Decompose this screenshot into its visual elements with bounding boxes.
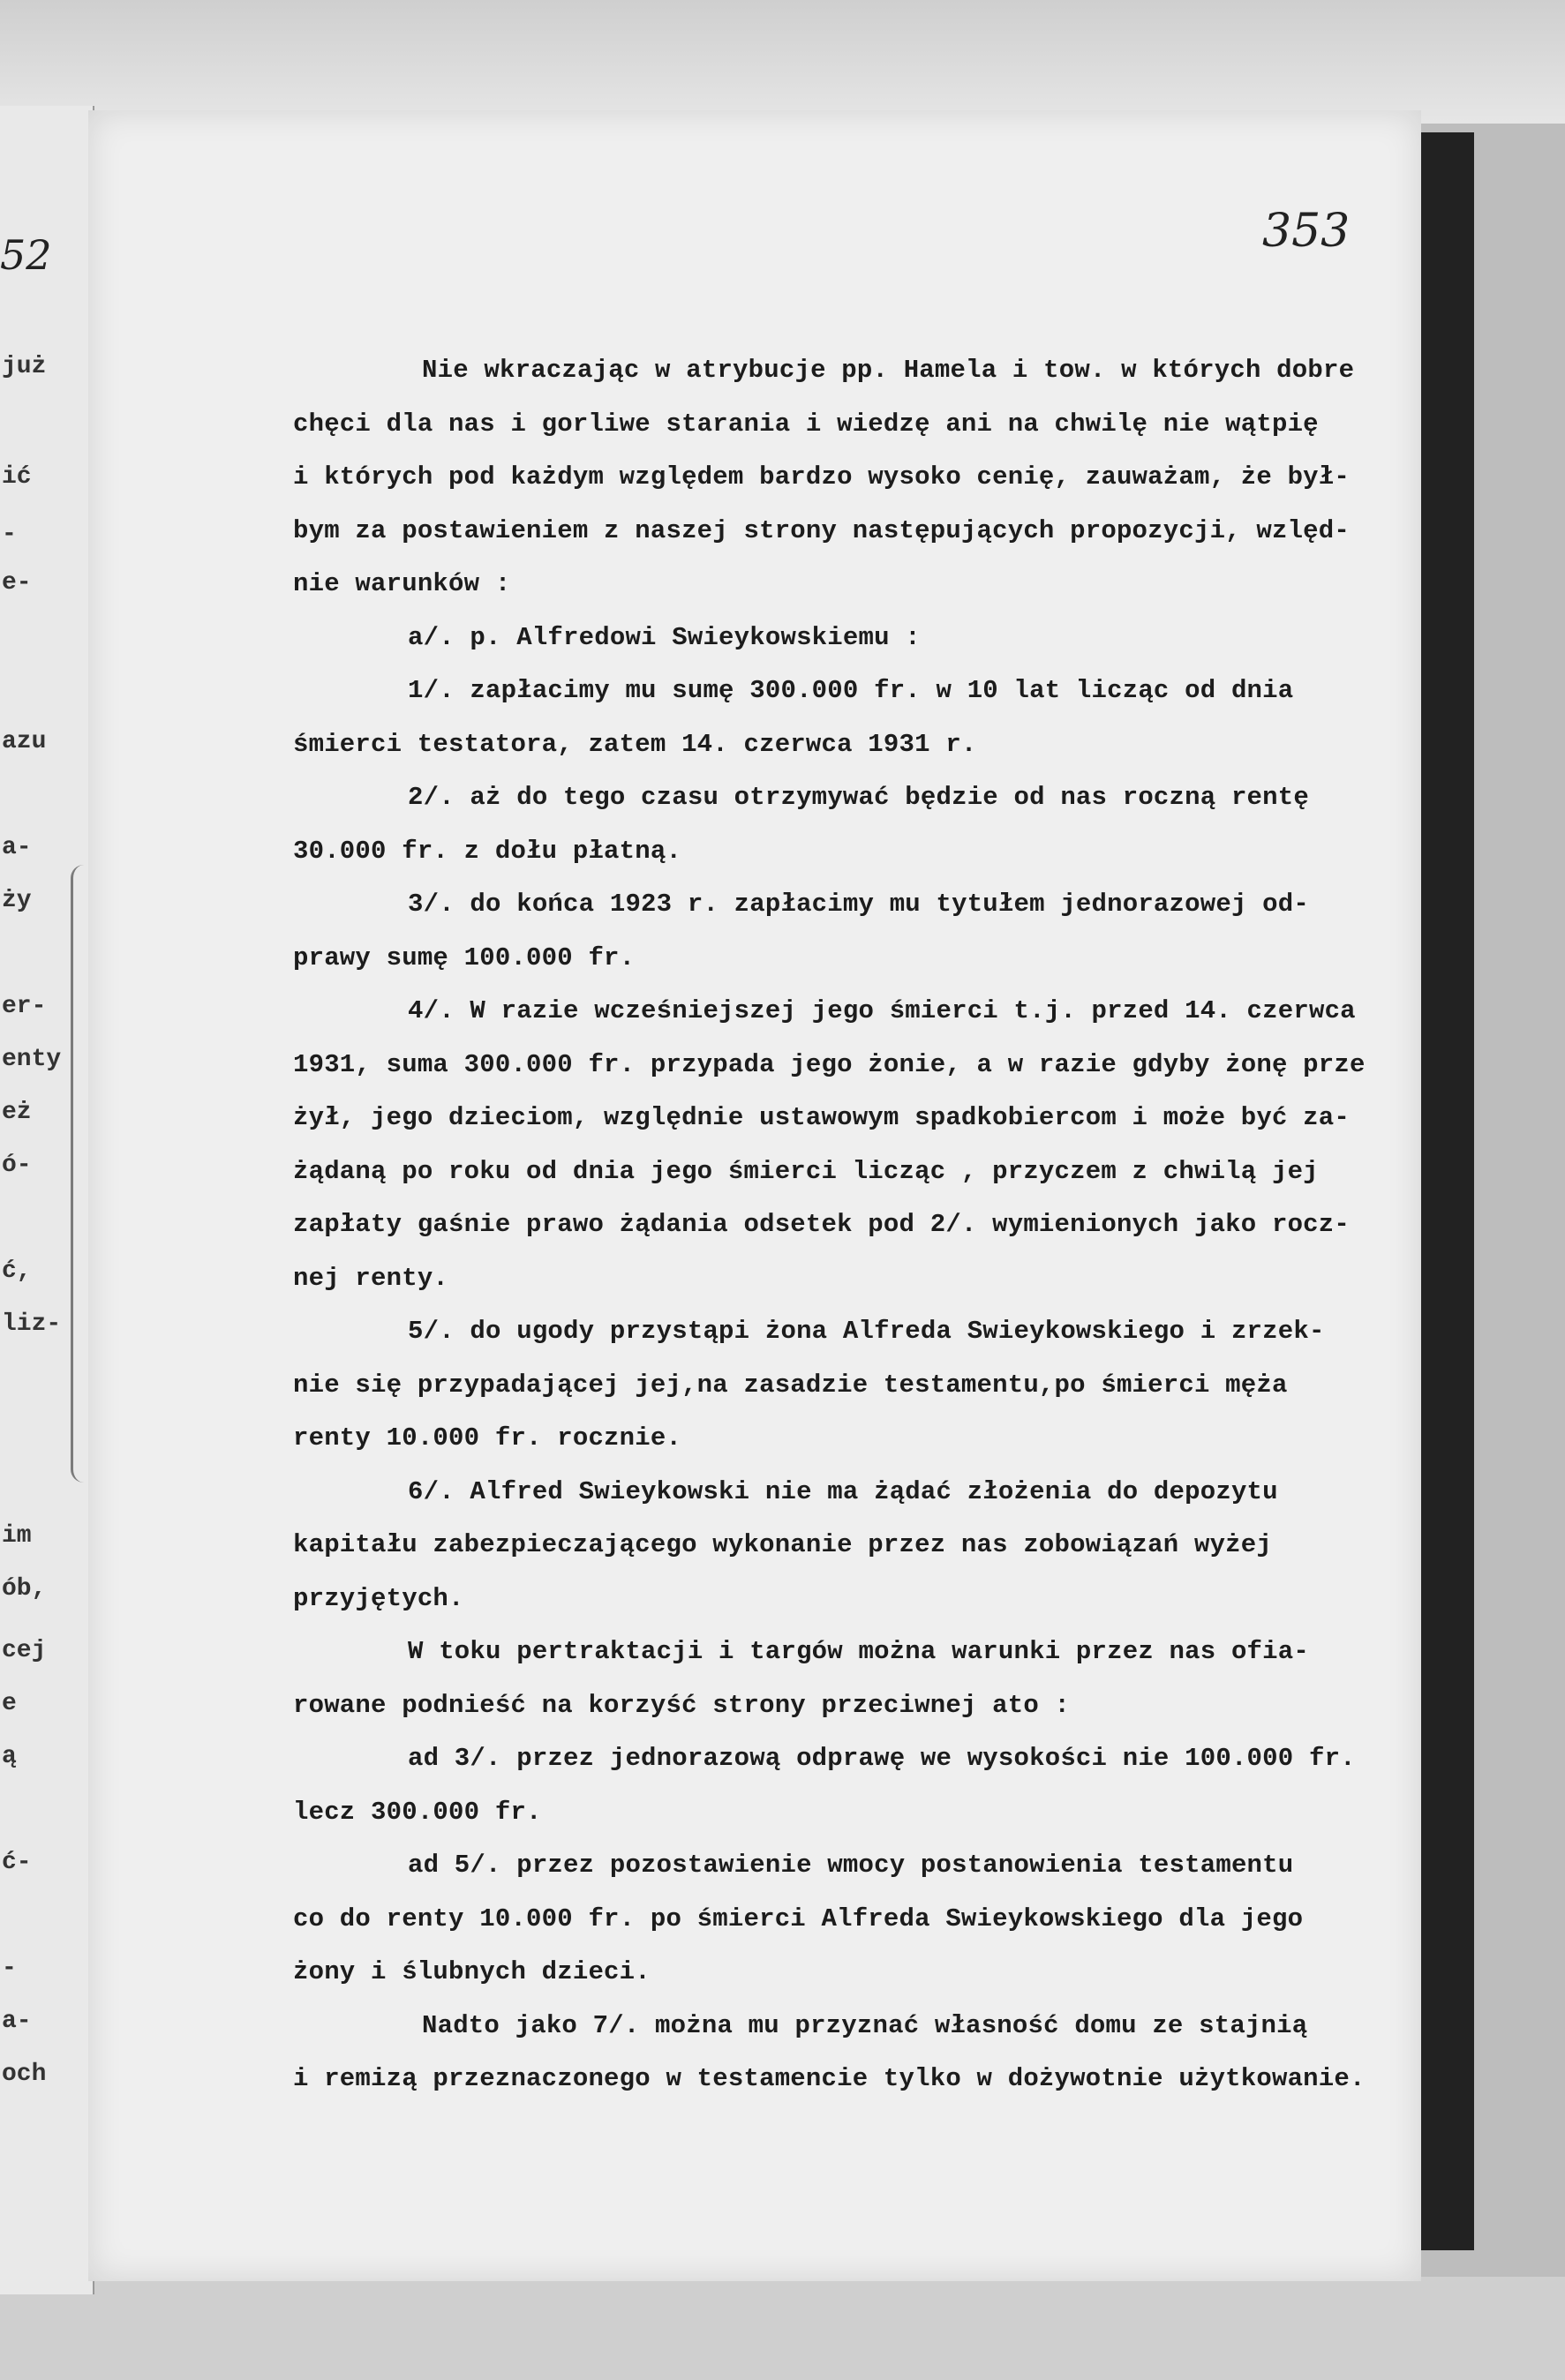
text-line: W toku pertraktacji i targów można warunki przez nas ofia-	[408, 1637, 1309, 1666]
previous-page-fragment: ą	[2, 1743, 17, 1770]
text-line: nej renty.	[293, 1263, 449, 1293]
previous-page-fragment: e	[2, 1690, 17, 1717]
previous-page-fragment: już	[2, 353, 47, 380]
text-line: żył, jego dzieciom, względnie ustawowym spadkobiercom i może być za-	[293, 1103, 1350, 1132]
previous-page-fragment: cej	[2, 1637, 47, 1664]
text-line: bym za postawieniem z naszej strony następujących propozycji, wzlęd-	[293, 515, 1350, 545]
previous-page-fragment: ży	[2, 887, 32, 914]
previous-page-fragment: a-	[2, 2008, 32, 2035]
text-line: 6/. Alfred Swieykowski nie ma żądać złożenia do depozytu	[408, 1476, 1278, 1506]
text-line: 1/. zapłacimy mu sumę 300.000 fr. w 10 lat licząc od dnia	[408, 676, 1294, 705]
text-line: kapitału zabezpieczającego wykonanie przez nas zobowiązań wyżej	[293, 1530, 1272, 1559]
text-line: renty 10.000 fr. rocznie.	[293, 1423, 682, 1453]
text-line: Nadto jako 7/. można mu przyznać własność domu ze stajnią	[422, 2010, 1308, 2040]
previous-page-fragment: im	[2, 1522, 32, 1550]
previous-page-fragment: ó-	[2, 1152, 32, 1179]
text-line: zapłaty gaśnie prawo żądania odsetek pod 2/. wymienionych jako rocz-	[293, 1210, 1350, 1239]
text-line: 3/. do końca 1923 r. zapłacimy mu tytułem jednorazowej od-	[408, 890, 1309, 919]
scan-background-bottom	[0, 2277, 1565, 2380]
text-line: nie warunków :	[293, 569, 511, 598]
previous-page-number: 52	[0, 231, 52, 279]
text-line: i których pod każdym względem bardzo wysoko cenię, zauważam, że był-	[293, 462, 1350, 492]
text-line: 30.000 fr. z dołu płatną.	[293, 836, 682, 866]
text-line: i remizą przeznaczonego w testamencie tylko w dożywotnie użytkowanie.	[293, 2064, 1366, 2093]
previous-page-fragment: liz-	[2, 1310, 62, 1338]
previous-page-fragment: azu	[2, 728, 47, 755]
text-line: a/. p. Alfredowi Swieykowskiemu :	[408, 622, 921, 652]
previous-page-fragment: er-	[2, 993, 47, 1020]
text-line: żony i ślubnych dzieci.	[293, 1957, 651, 1986]
text-line: 1931, suma 300.000 fr. przypada jego żonie, a w razie gdyby żonę prze	[293, 1049, 1366, 1079]
text-line: ad 5/. przez pozostawienie wmocy postanowienia testamentu	[408, 1851, 1294, 1880]
previous-page-fragment: -	[2, 1955, 17, 1982]
previous-page-fragment: ć,	[2, 1258, 32, 1285]
previous-page-fragment: och	[2, 2061, 47, 2088]
previous-page-fragment: a-	[2, 834, 32, 861]
text-line: chęci dla nas i gorliwe starania i wiedzę ani na chwilę nie wątpię	[293, 409, 1319, 439]
text-line: 2/. aż do tego czasu otrzymywać będzie od nas roczną rentę	[408, 783, 1309, 812]
page-number: 353	[1262, 205, 1351, 258]
text-line: lecz 300.000 fr.	[293, 1797, 542, 1827]
text-line: przyjętych.	[293, 1583, 464, 1613]
previous-page-fragment: eż	[2, 1099, 32, 1126]
text-line: rowane podnieść na korzyść strony przeciwnej ato :	[293, 1690, 1071, 1720]
previous-page-fragment: -	[2, 521, 17, 548]
previous-page-fragment: ć-	[2, 1849, 32, 1876]
text-line: nie się przypadającej jej,na zasadzie testamentu,po śmierci męża	[293, 1370, 1288, 1400]
document-body	[293, 344, 1432, 2106]
text-line: Nie wkraczając w atrybucje pp. Hamela i tow. w których dobre	[422, 356, 1355, 385]
text-line: 4/. W razie wcześniejszej jego śmierci t.j. przed 14. czerwca	[408, 996, 1356, 1025]
text-line: co do renty 10.000 fr. po śmierci Alfreda Swieykowskiego dla jego	[293, 1903, 1304, 1933]
previous-page-fragment: enty	[2, 1046, 62, 1073]
previous-page-fragment: e-	[2, 569, 32, 597]
previous-page-fragment: ić	[2, 463, 32, 491]
scan-background-top	[0, 0, 1565, 124]
text-line: prawy sumę 100.000 fr.	[293, 942, 636, 972]
text-line: 5/. do ugody przystąpi żona Alfreda Swieykowskiego i zrzek-	[408, 1317, 1325, 1346]
text-line: śmierci testatora, zatem 14. czerwca 1931 r.	[293, 729, 977, 759]
text-line: ad 3/. przez jednorazową odprawę we wysokości nie 100.000 fr.	[408, 1744, 1356, 1773]
previous-page-fragment: ób,	[2, 1575, 47, 1603]
text-line: żądaną po roku od dnia jego śmierci licząc , przyczem z chwilą jej	[293, 1156, 1319, 1186]
